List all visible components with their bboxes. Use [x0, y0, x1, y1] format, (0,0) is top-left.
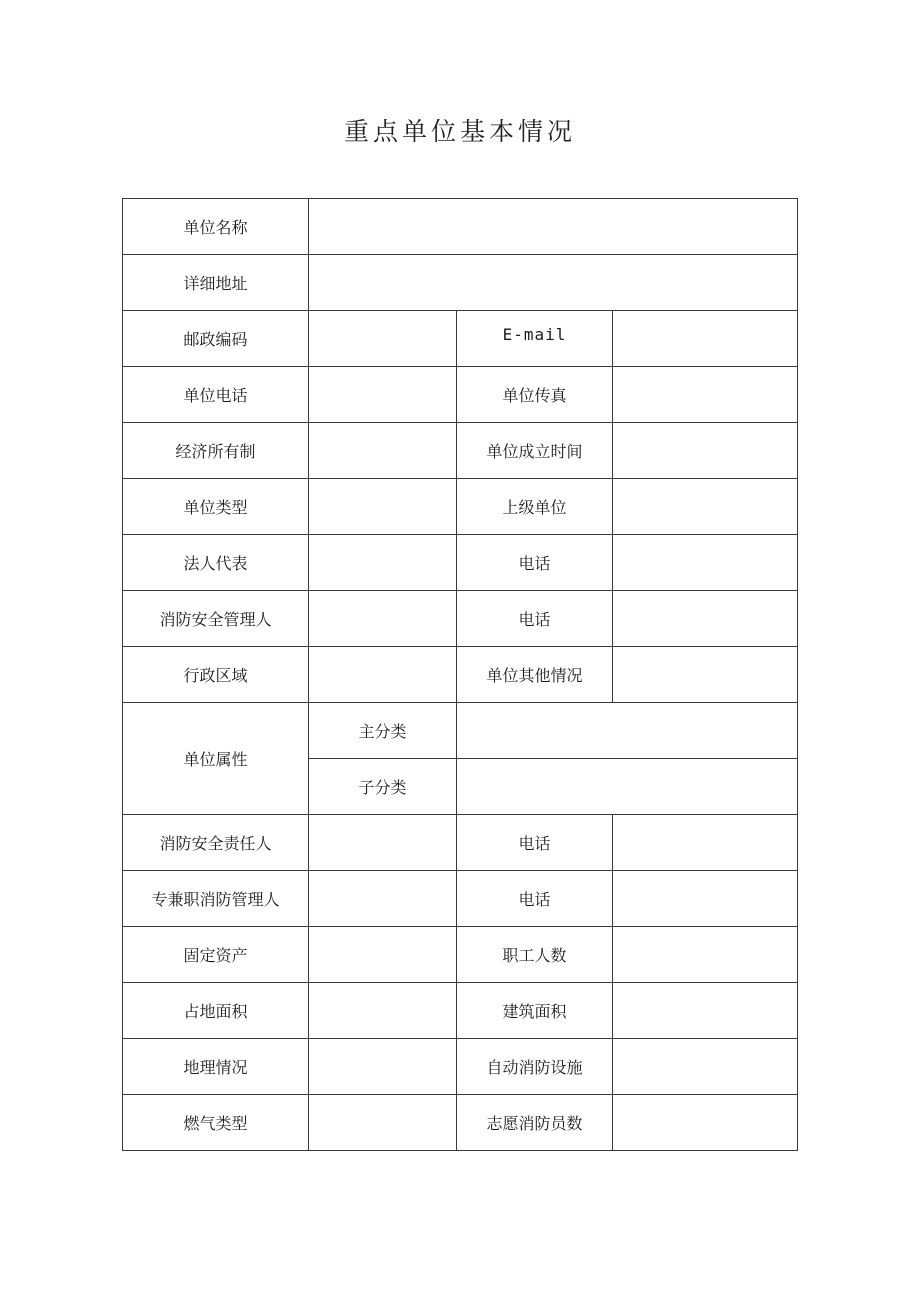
value-fixed-assets[interactable]	[309, 927, 457, 983]
label-other-info: 单位其他情况	[457, 647, 613, 703]
label-sub-category: 子分类	[309, 759, 457, 815]
value-unit-fax[interactable]	[613, 367, 798, 423]
table-row	[123, 479, 798, 535]
table-row	[123, 311, 798, 367]
label-legal-rep-phone: 电话	[457, 535, 613, 591]
value-responsible-phone[interactable]	[613, 815, 798, 871]
label-auto-fire-facilities: 自动消防设施	[457, 1039, 613, 1095]
value-unit-type[interactable]	[309, 479, 457, 535]
value-gas-type[interactable]	[309, 1095, 457, 1151]
label-unit-name: 单位名称	[123, 199, 309, 255]
value-geo-situation[interactable]	[309, 1039, 457, 1095]
label-manager-phone: 电话	[457, 591, 613, 647]
value-auto-fire-facilities[interactable]	[613, 1039, 798, 1095]
label-fire-safety-responsible: 消防安全责任人	[123, 815, 309, 871]
value-established-time[interactable]	[613, 423, 798, 479]
table-row	[123, 591, 798, 647]
label-geo-situation: 地理情况	[123, 1039, 309, 1095]
label-fixed-assets: 固定资产	[123, 927, 309, 983]
value-legal-rep-phone[interactable]	[613, 535, 798, 591]
value-legal-rep[interactable]	[309, 535, 457, 591]
label-fulltime-manager-phone: 电话	[457, 871, 613, 927]
value-address[interactable]	[309, 255, 798, 311]
table-row	[123, 703, 798, 759]
table-row	[123, 199, 798, 255]
table-row	[123, 535, 798, 591]
value-ownership[interactable]	[309, 423, 457, 479]
label-gas-type: 燃气类型	[123, 1095, 309, 1151]
table-row	[123, 647, 798, 703]
label-superior-unit: 上级单位	[457, 479, 613, 535]
value-other-info[interactable]	[613, 647, 798, 703]
label-email: E-mail	[457, 311, 613, 367]
value-fire-safety-responsible[interactable]	[309, 815, 457, 871]
label-volunteer-count: 志愿消防员数	[457, 1095, 613, 1151]
page-title: 重点单位基本情况	[343, 117, 576, 146]
unit-info-table	[122, 198, 798, 1151]
value-unit-name[interactable]	[309, 199, 798, 255]
label-established-time: 单位成立时间	[457, 423, 613, 479]
table-row	[123, 255, 798, 311]
table-row	[123, 871, 798, 927]
value-fire-safety-manager[interactable]	[309, 591, 457, 647]
label-address: 详细地址	[123, 255, 309, 311]
value-sub-category[interactable]	[457, 759, 798, 815]
table-row	[123, 927, 798, 983]
table-row	[123, 815, 798, 871]
value-admin-region[interactable]	[309, 647, 457, 703]
label-employee-count: 职工人数	[457, 927, 613, 983]
label-postal-code: 邮政编码	[123, 311, 309, 367]
label-main-category: 主分类	[309, 703, 457, 759]
value-building-area[interactable]	[613, 983, 798, 1039]
value-manager-phone[interactable]	[613, 591, 798, 647]
value-main-category[interactable]	[457, 703, 798, 759]
label-legal-rep: 法人代表	[123, 535, 309, 591]
value-land-area[interactable]	[309, 983, 457, 1039]
table-row	[123, 367, 798, 423]
value-superior-unit[interactable]	[613, 479, 798, 535]
label-admin-region: 行政区域	[123, 647, 309, 703]
value-unit-phone[interactable]	[309, 367, 457, 423]
label-building-area: 建筑面积	[457, 983, 613, 1039]
table-row	[123, 1039, 798, 1095]
label-unit-attribute: 单位属性	[123, 703, 309, 815]
value-postal-code[interactable]	[309, 311, 457, 367]
table-row	[123, 983, 798, 1039]
value-volunteer-count[interactable]	[613, 1095, 798, 1151]
table-row	[123, 423, 798, 479]
table-row	[123, 1095, 798, 1151]
label-fulltime-fire-manager: 专兼职消防管理人	[123, 871, 309, 927]
label-unit-type: 单位类型	[123, 479, 309, 535]
value-employee-count[interactable]	[613, 927, 798, 983]
value-fulltime-fire-manager[interactable]	[309, 871, 457, 927]
label-fire-safety-manager: 消防安全管理人	[123, 591, 309, 647]
label-unit-phone: 单位电话	[123, 367, 309, 423]
label-land-area: 占地面积	[123, 983, 309, 1039]
label-ownership: 经济所有制	[123, 423, 309, 479]
label-responsible-phone: 电话	[457, 815, 613, 871]
label-unit-fax: 单位传真	[457, 367, 613, 423]
value-email[interactable]	[613, 311, 798, 367]
value-fulltime-manager-phone[interactable]	[613, 871, 798, 927]
